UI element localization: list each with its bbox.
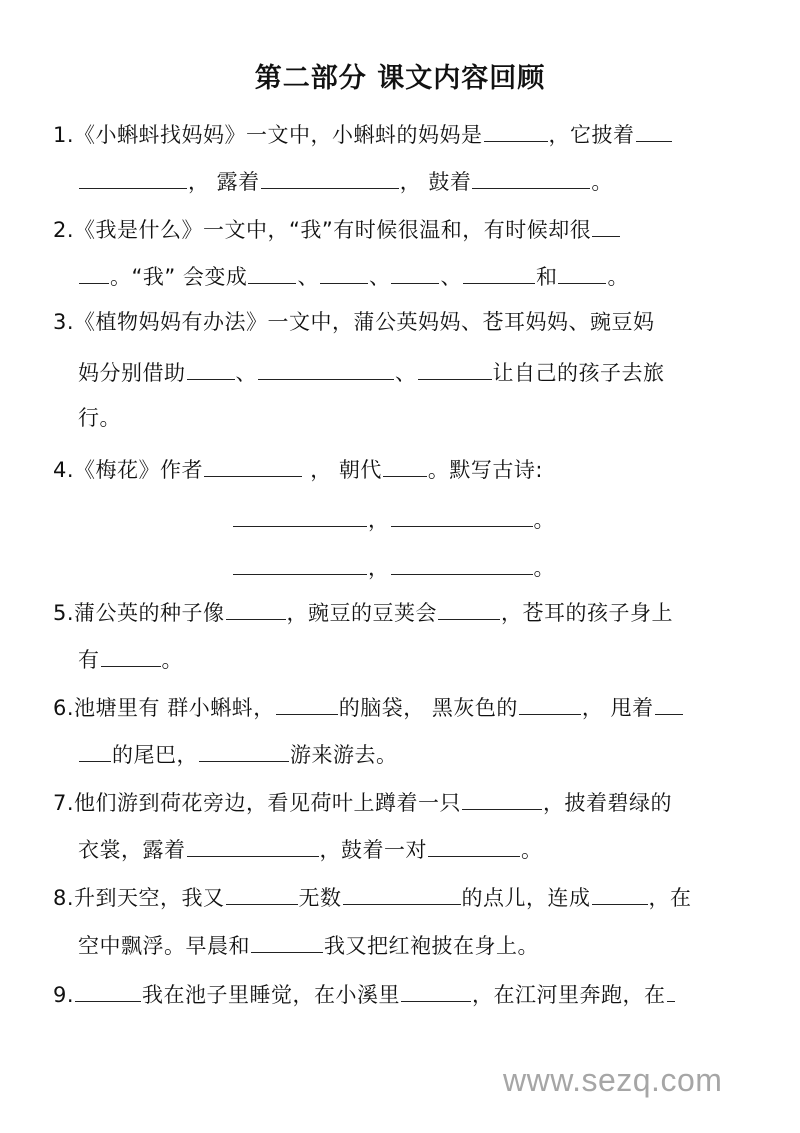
question-1-line-1 xyxy=(53,117,673,147)
question-text: ，豌豆的豆荚会 xyxy=(286,601,438,625)
question-text: 。 xyxy=(161,648,183,672)
question-2-line-1 xyxy=(53,212,621,242)
answer-blank[interactable] xyxy=(75,977,141,1002)
answer-blank[interactable] xyxy=(655,690,683,715)
answer-blank[interactable] xyxy=(462,785,542,810)
question-text: 我在池子里睡觉，在小溪里 xyxy=(142,983,401,1007)
answer-blank[interactable] xyxy=(636,117,672,142)
question-text: 。 xyxy=(521,838,543,862)
question-number: 8. xyxy=(53,886,75,910)
question-text: 、 xyxy=(297,265,319,289)
question-text: ， xyxy=(368,508,390,532)
question-text: 妈分别借助 xyxy=(78,361,186,385)
question-text: 。默写古诗: xyxy=(427,458,543,482)
question-text: ， 露着 xyxy=(188,170,260,194)
answer-blank[interactable] xyxy=(438,595,500,620)
poem-blank[interactable] xyxy=(391,550,533,575)
question-text: 、 xyxy=(440,265,462,289)
answer-blank[interactable] xyxy=(472,164,590,189)
question-text: ，在江河里奔跑，在 xyxy=(472,983,666,1007)
question-text: 、 xyxy=(235,361,257,385)
answer-blank[interactable] xyxy=(226,880,298,905)
question-number: 4. xyxy=(53,458,75,482)
question-text: ，披着碧绿的 xyxy=(543,791,673,815)
question-text: ， 鼓着 xyxy=(399,170,472,194)
answer-blank[interactable] xyxy=(418,355,492,380)
question-text: 池塘里有 群小蝌蚪， xyxy=(74,696,275,720)
question-7-line-2 xyxy=(78,832,543,862)
answer-blank[interactable] xyxy=(261,164,399,189)
question-number: 7. xyxy=(53,791,75,815)
answer-blank[interactable] xyxy=(226,595,286,620)
question-text: ， 甩着 xyxy=(581,696,654,720)
question-text: 《小蝌蚪找妈妈》一文中，小蝌蚪的妈妈是 xyxy=(74,123,483,147)
question-number: 6. xyxy=(53,696,75,720)
answer-blank[interactable] xyxy=(343,880,461,905)
question-8-line-2 xyxy=(78,928,539,958)
question-text: 游来游去。 xyxy=(290,743,398,767)
answer-blank[interactable] xyxy=(592,880,648,905)
question-text: 、 xyxy=(395,361,417,385)
question-text: 。 xyxy=(607,265,629,289)
question-number: 3. xyxy=(53,310,75,334)
answer-blank[interactable] xyxy=(204,452,302,477)
question-5-line-1 xyxy=(53,595,673,625)
answer-blank[interactable] xyxy=(558,259,606,284)
question-text: 。“我” 会变成 xyxy=(110,265,248,289)
answer-blank[interactable] xyxy=(251,928,323,953)
question-text: 蒲公英的种子像 xyxy=(74,601,225,625)
question-text: 空中飘浮。早晨和 xyxy=(78,934,250,958)
question-text: 《植物妈妈有办法》一文中，蒲公英妈妈、苍耳妈妈、豌豆妈 xyxy=(74,310,655,334)
poem-blank[interactable] xyxy=(391,502,533,527)
question-text: 和 xyxy=(535,265,558,289)
answer-blank[interactable] xyxy=(199,737,289,762)
question-text: ，它披着 xyxy=(548,123,635,147)
question-text: 。 xyxy=(591,170,613,194)
answer-blank[interactable] xyxy=(391,259,439,284)
question-3-line-3 xyxy=(78,403,121,433)
question-text: ，在 xyxy=(648,886,692,910)
question-text: 的脑袋， 黑灰色的 xyxy=(338,696,518,720)
answer-blank[interactable] xyxy=(79,737,111,762)
question-text: ， xyxy=(368,556,390,580)
answer-blank[interactable] xyxy=(519,690,581,715)
question-number: 1. xyxy=(53,123,75,147)
question-text: 衣裳，露着 xyxy=(78,838,186,862)
question-text: 让自己的孩子去旅 xyxy=(492,361,665,385)
question-text: 有 xyxy=(78,648,100,672)
question-text: ， 朝代 xyxy=(303,458,382,482)
page-title: 第二部分 课文内容回顾 xyxy=(254,63,546,94)
question-text: 《梅花》作者 xyxy=(74,458,204,482)
question-6-line-1 xyxy=(53,690,684,720)
question-text: 《我是什么》一文中，“我”有时候很温和，有时候却很 xyxy=(74,218,592,242)
answer-blank[interactable] xyxy=(187,355,235,380)
answer-blank[interactable] xyxy=(79,164,187,189)
question-3-line-1 xyxy=(53,307,655,337)
question-text: 升到天空，我又 xyxy=(74,886,225,910)
answer-blank[interactable] xyxy=(667,977,675,1002)
answer-blank[interactable] xyxy=(101,642,161,667)
question-2-line-2 xyxy=(78,259,629,289)
answer-blank[interactable] xyxy=(276,690,338,715)
question-1-line-2 xyxy=(78,164,613,194)
question-8-line-1 xyxy=(53,880,692,910)
answer-blank[interactable] xyxy=(320,259,368,284)
question-number: 5. xyxy=(53,601,75,625)
question-number: 9. xyxy=(53,983,75,1007)
question-text: 他们游到荷花旁边，看见荷叶上蹲着一只 xyxy=(74,791,462,815)
answer-blank[interactable] xyxy=(428,832,520,857)
watermark: www.sezq.com xyxy=(503,1062,723,1098)
answer-blank[interactable] xyxy=(79,259,109,284)
answer-blank[interactable] xyxy=(401,977,471,1002)
poem-blank[interactable] xyxy=(233,550,367,575)
question-text: ，鼓着一对 xyxy=(319,838,427,862)
answer-blank[interactable] xyxy=(484,117,548,142)
question-text: 的尾巴， xyxy=(112,743,198,767)
answer-blank[interactable] xyxy=(383,452,427,477)
answer-blank[interactable] xyxy=(248,259,296,284)
answer-blank[interactable] xyxy=(187,832,319,857)
answer-blank[interactable] xyxy=(258,355,394,380)
question-6-line-2 xyxy=(78,737,398,767)
question-text: ，苍耳的孩子身上 xyxy=(501,601,674,625)
poem-blank[interactable] xyxy=(233,502,367,527)
answer-blank[interactable] xyxy=(463,259,535,284)
question-3-line-2 xyxy=(78,355,665,385)
question-text: 的点儿，连成 xyxy=(461,886,591,910)
question-text: 。 xyxy=(533,556,555,580)
question-text: 我又把红袍披在身上。 xyxy=(324,934,539,958)
question-5-line-2 xyxy=(78,642,183,672)
question-9-line-1 xyxy=(53,977,676,1007)
question-text: 。 xyxy=(533,508,555,532)
question-text: 无数 xyxy=(298,886,342,910)
poem-line-2 xyxy=(232,550,555,580)
question-text: 、 xyxy=(368,265,391,289)
question-4-line-1 xyxy=(53,452,543,482)
question-text: 行。 xyxy=(78,406,121,430)
question-7-line-1 xyxy=(53,785,672,815)
poem-line-1 xyxy=(232,502,555,532)
question-number: 2. xyxy=(53,218,75,242)
answer-blank[interactable] xyxy=(592,212,620,237)
